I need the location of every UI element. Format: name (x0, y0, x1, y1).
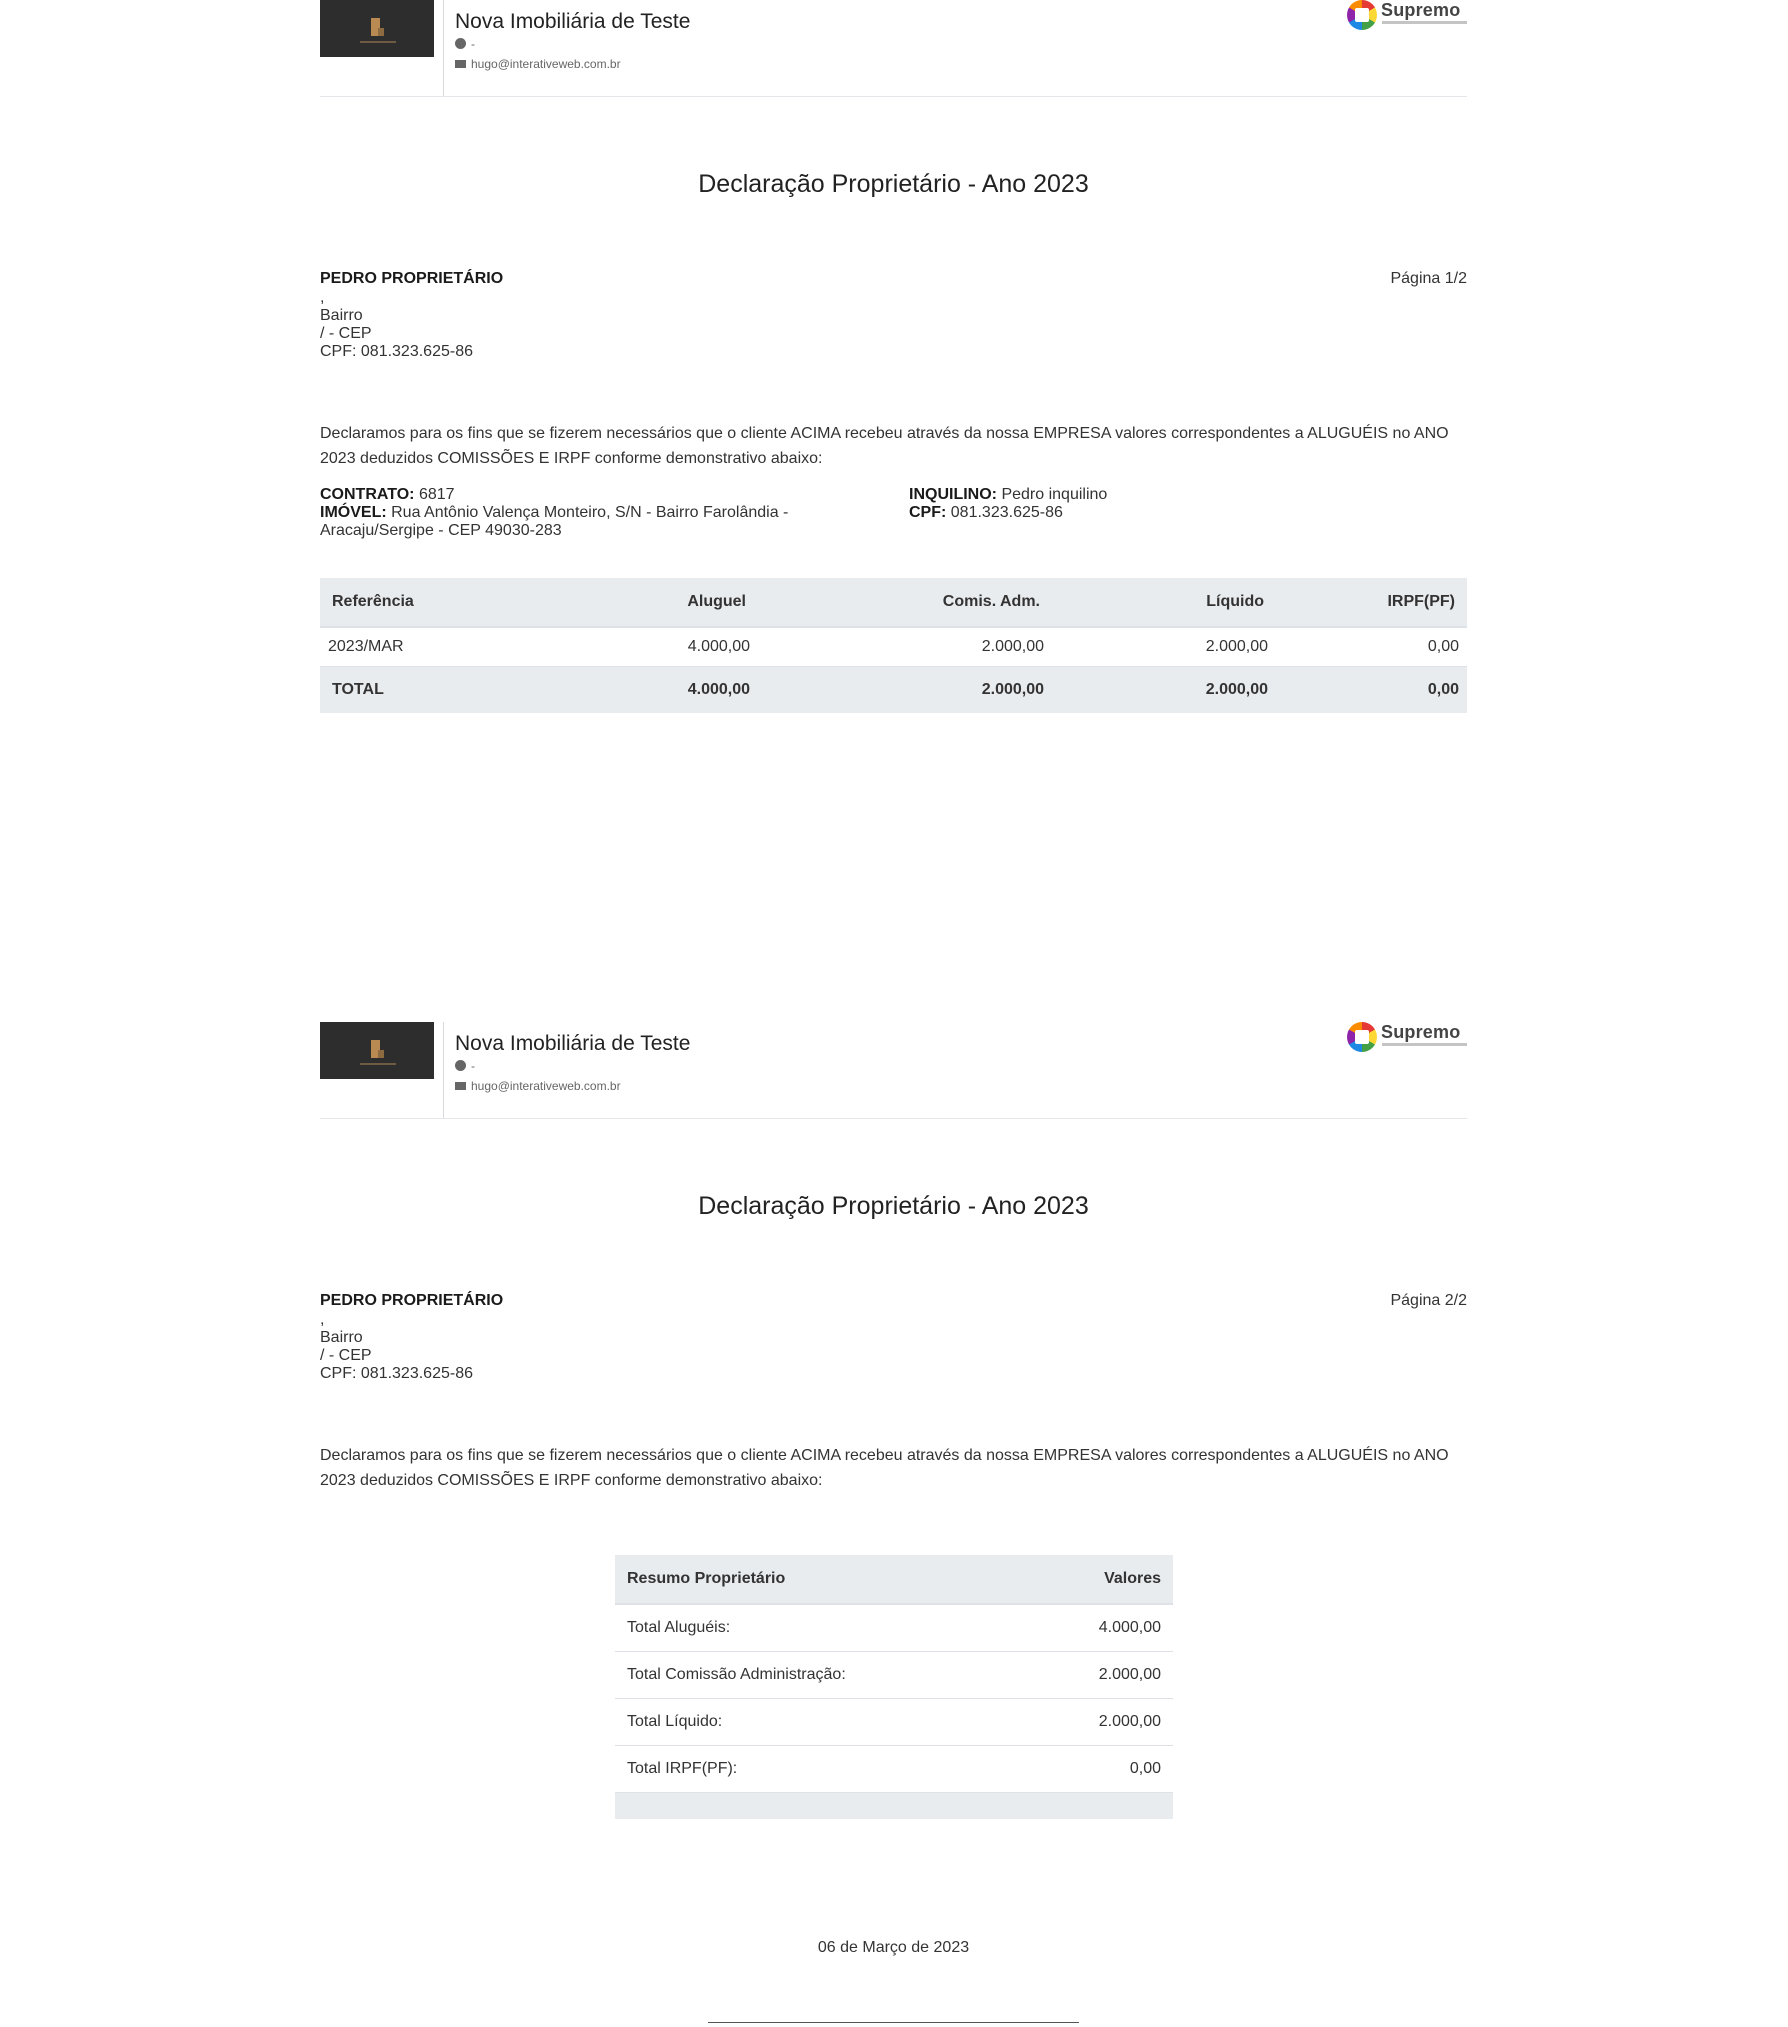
house-icon (1347, 1022, 1377, 1052)
declaration-text: Declaramos para os fins que se fizerem necessários que o cliente ACIMA recebeu através da nossa EMPRESA valores correspondentes a ALUGUÉIS no ANO 2023 deduzidos COMISSÕES E IRPF conforme demonstrativo abaixo: (320, 1447, 1449, 1489)
table-row: Total Comissão Administração: 2.000,00 (615, 1652, 1173, 1699)
document-date: 06 de Março de 2023 (817, 1939, 970, 1956)
company-name: Nova Imobiliária de Teste (455, 1032, 691, 1055)
statement-table (320, 578, 1467, 713)
contract-info: CONTRATO: 6817 IMÓVEL: Rua Antônio Valença Monteiro, S/N - Bairro Farolândia - Aracaju/Sergipe - CEP 49030-283 (320, 486, 789, 539)
globe-icon (455, 38, 466, 49)
column-header: Aluguel (584, 578, 758, 627)
document-title: Declaração Proprietário - Ano 2023 (698, 1192, 1089, 1220)
envelope-icon (455, 60, 466, 68)
envelope-icon (455, 1082, 466, 1090)
company-email: hugo@interativeweb.com.br (455, 57, 621, 71)
signature-line (708, 2022, 1079, 2023)
table-row: Total Aluguéis: 4.000,00 (615, 1604, 1173, 1652)
company-website: - (455, 37, 475, 51)
company-logo (320, 1022, 434, 1079)
company-name: Nova Imobiliária de Teste (455, 10, 691, 33)
page-header (320, 0, 1467, 97)
page-number: Página 2/2 (1390, 1292, 1467, 1309)
owner-name: PEDRO PROPRIETÁRIO (320, 270, 504, 287)
page-header (320, 1022, 1467, 1119)
brand-logo: Supremo (1347, 1022, 1467, 1056)
company-website: - (455, 1059, 475, 1073)
owner-address: , Bairro / - CEP CPF: 081.323.625-86 (320, 289, 473, 360)
page-1 (320, 0, 1467, 1000)
total-row: TOTAL 4.000,00 2.000,00 2.000,00 0,00 (320, 667, 1467, 714)
table-row: Total Líquido: 2.000,00 (615, 1699, 1173, 1746)
declaration-text: Declaramos para os fins que se fizerem necessários que o cliente ACIMA recebeu através da nossa EMPRESA valores correspondentes a ALUGUÉIS no ANO 2023 deduzidos COMISSÕES E IRPF conforme demonstrativo abaixo: (320, 425, 1449, 467)
owner-address: , Bairro / - CEP CPF: 081.323.625-86 (320, 1311, 473, 1382)
column-header: Referência (320, 578, 584, 627)
table-row: 2023/MAR 4.000,00 2.000,00 2.000,00 0,00 (320, 627, 1467, 667)
column-header: Líquido (1052, 578, 1276, 627)
brand-logo: Supremo (1347, 0, 1467, 34)
column-header: Comis. Adm. (758, 578, 1052, 627)
page-number: Página 1/2 (1390, 270, 1467, 287)
table-row: Total IRPF(PF): 0,00 (615, 1746, 1173, 1793)
company-email: hugo@interativeweb.com.br (455, 1079, 621, 1093)
house-icon (1347, 0, 1377, 30)
column-header: IRPF(PF) (1276, 578, 1467, 627)
document-title: Declaração Proprietário - Ano 2023 (698, 170, 1089, 198)
column-header: Valores (1027, 1555, 1173, 1604)
page-2 (320, 1022, 1467, 2027)
column-header: Resumo Proprietário (615, 1555, 1027, 1604)
summary-table (615, 1555, 1173, 1819)
tenant-info: INQUILINO: Pedro inquilino CPF: 081.323.625-86 (909, 486, 1108, 521)
table-footer (615, 1793, 1173, 1820)
globe-icon (455, 1060, 466, 1071)
company-logo (320, 0, 434, 57)
owner-name: PEDRO PROPRIETÁRIO (320, 1292, 504, 1309)
